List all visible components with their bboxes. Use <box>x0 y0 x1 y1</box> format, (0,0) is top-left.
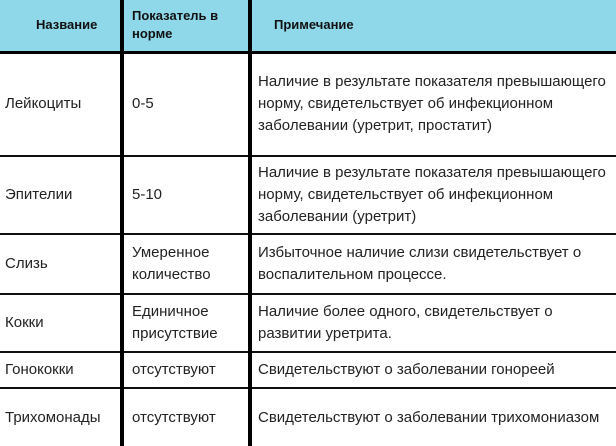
cell-note: Наличие в результате показателя превышающего норму, свидетельствует об инфекционном заболевании (уретрит, простатит) <box>250 52 616 156</box>
cell-norm: отсутствуют <box>122 388 250 446</box>
table-row <box>0 294 616 352</box>
cell-name: Лейкоциты <box>0 52 122 156</box>
table-row <box>0 52 616 156</box>
cell-name: Эпителии <box>0 156 122 234</box>
cell-note: Наличие в результате показателя превышающего норму, свидетельствует об инфекционном заболевании (уретрит) <box>250 156 616 234</box>
cell-norm: 0-5 <box>122 52 250 156</box>
header-name: Название <box>0 0 122 52</box>
cell-norm: Единичное присутствие <box>122 294 250 352</box>
cell-name: Гонококки <box>0 352 122 388</box>
cell-note: Наличие более одного, свидетельствует о развитии уретрита. <box>250 294 616 352</box>
cell-name: Кокки <box>0 294 122 352</box>
cell-norm: 5-10 <box>122 156 250 234</box>
cell-note: Избыточное наличие слизи свидетельствует о воспалительном процессе. <box>250 234 616 294</box>
table-row <box>0 156 616 234</box>
cell-note: Свидетельствуют о заболевании гонореей <box>250 352 616 388</box>
table-row <box>0 352 616 388</box>
table-row <box>0 388 616 446</box>
table-row <box>0 234 616 294</box>
cell-note: Свидетельствуют о заболевании трихомониазом <box>258 408 600 426</box>
header-note: Примечание <box>250 0 616 52</box>
cell-norm: отсутствуют <box>122 352 250 388</box>
cell-norm: Умеренное количество <box>122 234 250 294</box>
table-header-row <box>0 0 616 52</box>
cell-name: Трихомонады <box>0 388 122 446</box>
cell-name: Слизь <box>0 234 122 294</box>
header-norm: Показатель в норме <box>122 0 250 52</box>
